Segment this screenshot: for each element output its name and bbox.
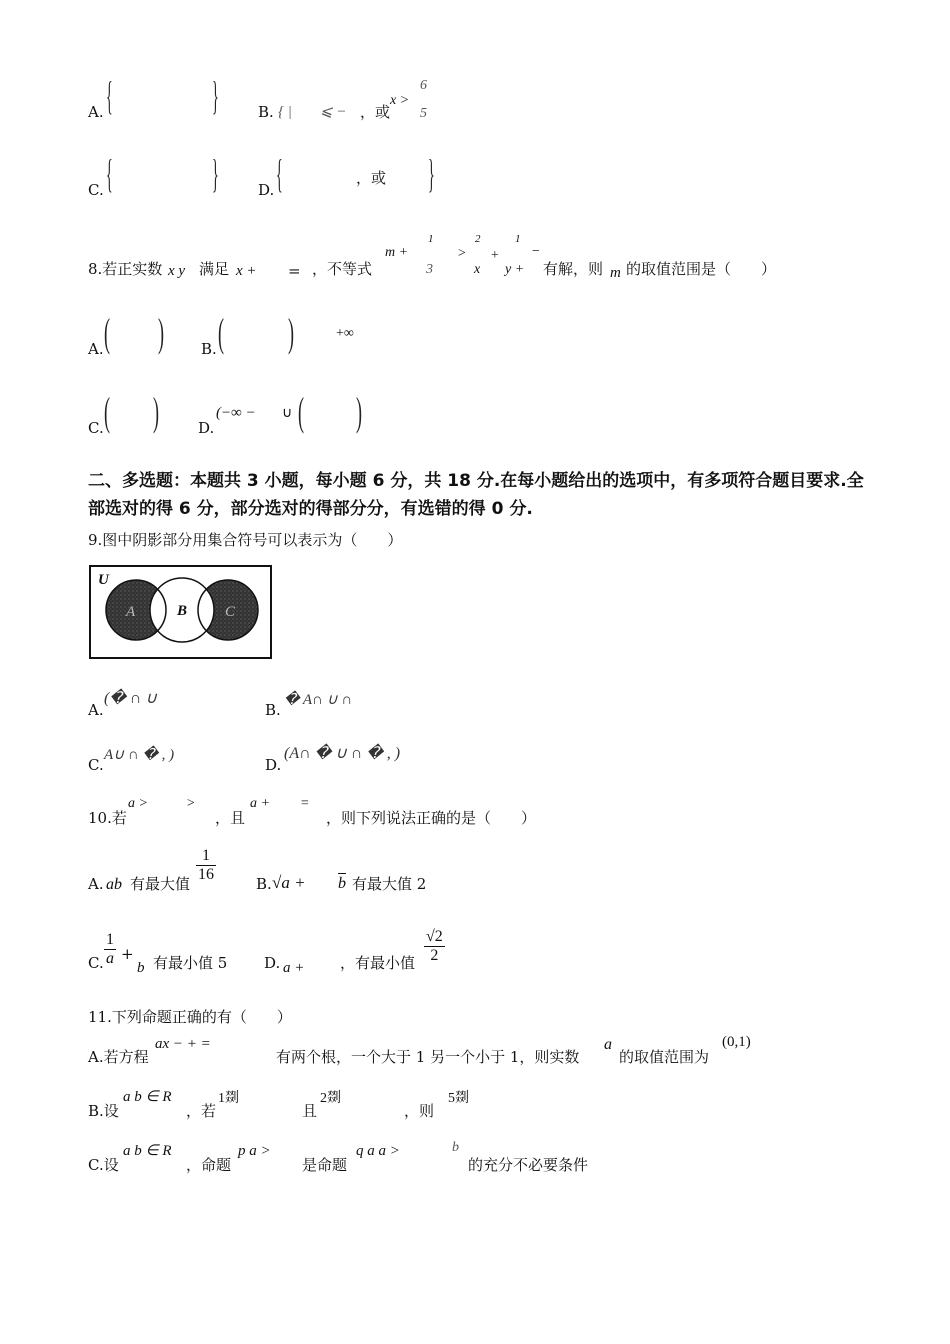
q10-option-c-label: C. — [88, 954, 104, 972]
q7-option-b-numerator: 6 — [420, 78, 427, 93]
section-2-heading: 二、多选题：本题共 3 小题，每小题 6 分，共 18 分.在每小题给出的选项中，有多项符合题目要求.全部选对的得 6 分，部分选对的得部分分，有选错的得 0 分. — [88, 471, 864, 519]
q11-option-c-prefix: C.设 — [88, 1156, 119, 1174]
q10-a-plus: a + — [250, 796, 270, 811]
q10-option-c-b: b — [137, 960, 145, 976]
q8-option-d-fragment: (−∞ − — [216, 405, 256, 421]
q7-option-c-right-brace: } — [212, 151, 219, 196]
q8-plus: + — [490, 248, 500, 263]
venn-label-a: A — [126, 604, 136, 620]
q11-option-b-and: 且 — [302, 1102, 318, 1120]
q7-option-b-denominator: 5 — [420, 106, 427, 121]
q8-three: 3 — [426, 262, 433, 277]
q8-option-c-label: C. — [88, 419, 104, 437]
q8-option-b-label: B. — [201, 340, 217, 358]
q10-option-a-label: A. — [88, 875, 104, 893]
q8-option-b-infinity: +∞ — [336, 326, 354, 341]
q10-and: ，且 — [215, 809, 246, 827]
q8-y-den: y + — [505, 262, 525, 277]
q11-option-c-is: 是命题 — [302, 1156, 348, 1174]
q8-one-1: 1 — [428, 233, 434, 245]
q8-option-d-cup: ∪ — [282, 406, 293, 421]
q8-minus: − — [531, 244, 541, 259]
q10-option-c-plus: + — [121, 945, 134, 963]
q8-option-d-right-paren: ) — [356, 389, 362, 434]
venn-label-b: B — [177, 603, 188, 619]
q9-option-c-expr: A∪ ∩ � , ) — [104, 747, 175, 763]
q8-option-a-label: A. — [88, 340, 104, 358]
q10-option-a-text: 有最大值 — [130, 875, 191, 893]
q10-option-d-fraction — [424, 928, 445, 965]
q8-option-c-left-paren: ( — [104, 389, 110, 434]
q11-option-c-ab: a b ∈ R — [123, 1143, 172, 1159]
q10-option-c-text: 有最小值 5 — [153, 954, 228, 972]
q11-option-c-suffix: 的充分不必要条件 — [468, 1156, 589, 1174]
q11-option-b-v1: 1剟 — [218, 1091, 239, 1106]
q11-option-c-prop: ，命题 — [186, 1156, 232, 1174]
q7-option-c-left-brace: { — [106, 151, 113, 196]
q8-eq-lhs: x + — [236, 263, 257, 279]
q7-option-c-label: C. — [88, 181, 104, 199]
q10-suffix: ，则下列说法正确的是（ ） — [326, 809, 537, 827]
q8-xy: x y — [168, 263, 186, 279]
q7-option-a-right-brace: } — [212, 73, 219, 118]
q9-option-d-expr: (A∩ � ∪ ∩ � , ) — [284, 745, 401, 762]
q11-stem: 11.下列命题正确的有（ ） — [88, 1008, 292, 1026]
q8-m-part: m + — [385, 245, 409, 260]
q10-eq: = — [300, 796, 310, 811]
q8-has-solution: 有解，则 — [543, 260, 604, 278]
q7-option-a-left-brace: { — [106, 73, 113, 118]
q8-x-den: x — [474, 262, 481, 277]
q10-option-b-text: 有最大值 2 — [352, 875, 427, 893]
q7-option-d-or: ，或 — [356, 169, 387, 187]
q10-option-d-expr: a + — [283, 960, 305, 976]
q10-option-b-label: B. — [256, 875, 272, 893]
q10-a-gt: a > — [128, 796, 148, 811]
q11-option-b-if: ，若 — [186, 1102, 217, 1120]
q8-prefix: 8.若正实数 — [88, 260, 163, 278]
q10-option-c-denominator: a — [106, 950, 114, 967]
q7-option-a-label: A. — [88, 103, 104, 121]
q7-option-b-ineq: ⩽ − — [320, 104, 347, 120]
q7-option-d-left-brace: { — [276, 151, 283, 196]
q7-option-d-right-brace: } — [428, 151, 435, 196]
q11-option-b-prefix: B.设 — [88, 1102, 119, 1120]
q7-option-b-or: ，或 — [360, 103, 391, 121]
q8-two: 2 — [475, 233, 481, 245]
q10-option-d-text: ，有最小值 — [340, 954, 416, 972]
venn-label-u: U — [98, 572, 109, 588]
q10-option-a-denominator: 16 — [198, 866, 214, 883]
q8-option-d-left-paren: ( — [298, 389, 304, 434]
q11-option-b-v2: 2剟 — [320, 1091, 341, 1106]
q9-option-c-label: C. — [88, 756, 104, 774]
q8-option-d-label: D. — [198, 419, 215, 437]
q8-eq-sign: = — [288, 262, 301, 280]
q8-ineq-text: ，不等式 — [312, 260, 373, 278]
q10-option-c-numerator: 1 — [106, 931, 114, 948]
q11-option-a-expr: ax − + = — [155, 1036, 211, 1052]
q8-m: m — [610, 265, 621, 281]
q9-option-a-expr: (� ∩ ∪ — [104, 690, 157, 707]
q8-suffix: 的取值范围是（ ） — [626, 260, 777, 278]
q10-gt-2: > — [186, 796, 196, 811]
q11-option-b-v3: 5剟 — [448, 1091, 469, 1106]
q10-option-b-sqrt-b: b — [338, 875, 346, 892]
q11-option-c-p: p a > — [238, 1143, 271, 1159]
q8-option-c-right-paren: ) — [153, 389, 159, 434]
q8-option-b-right-paren: ) — [288, 310, 294, 355]
q11-option-a-text: 有两个根，一个大于 1 另一个小于 1，则实数 — [276, 1048, 580, 1066]
venn-label-c: C — [225, 604, 236, 620]
q9-option-b-expr: � A∩ ∪ ∩ — [284, 692, 353, 708]
q7-option-b-fragment: { | — [278, 104, 292, 120]
q10-option-a-ab: ab — [106, 876, 122, 893]
q10-option-c-fraction — [104, 931, 116, 968]
q9-option-d-label: D. — [265, 756, 282, 774]
q10-prefix: 10.若 — [88, 809, 127, 827]
q8-option-a-right-paren: ) — [158, 310, 164, 355]
q7-option-b-label: B. — [258, 103, 274, 121]
q9-option-b-label: B. — [265, 701, 281, 719]
q8-gt: > — [457, 246, 467, 261]
q11-option-a-a: a — [604, 1036, 612, 1053]
q8-one-2: 1 — [515, 233, 521, 245]
q8-option-b-left-paren: ( — [218, 310, 224, 355]
q10-option-d-denominator: 2 — [430, 947, 439, 964]
q11-option-b-then: ，则 — [404, 1102, 435, 1120]
q10-option-a-numerator: 1 — [196, 847, 216, 866]
q9-option-a-label: A. — [88, 701, 104, 719]
q8-satisfy: 满足 — [199, 260, 230, 278]
q10-option-a-fraction — [196, 847, 216, 884]
q11-option-c-q: q a a > — [356, 1143, 400, 1159]
q11-option-a-range: (0,1) — [722, 1034, 751, 1050]
q7-option-d-label: D. — [258, 181, 275, 199]
q11-option-a-prefix: A.若方程 — [88, 1048, 149, 1066]
q11-option-a-suffix: 的取值范围为 — [619, 1048, 710, 1066]
q8-option-a-left-paren: ( — [104, 310, 110, 355]
q10-option-d-numerator: √2 — [426, 928, 443, 945]
q10-option-b-sqrt-a: √a + — [272, 873, 306, 892]
q11-option-c-b: b — [452, 1140, 459, 1155]
q11-option-b-ab: a b ∈ R — [123, 1089, 172, 1105]
q7-option-b-x: x > — [390, 93, 410, 108]
q10-option-d-label: D. — [264, 954, 281, 972]
venn-diagram — [88, 562, 274, 662]
q9-stem: 9.图中阴影部分用集合符号可以表示为（ ） — [88, 531, 403, 549]
